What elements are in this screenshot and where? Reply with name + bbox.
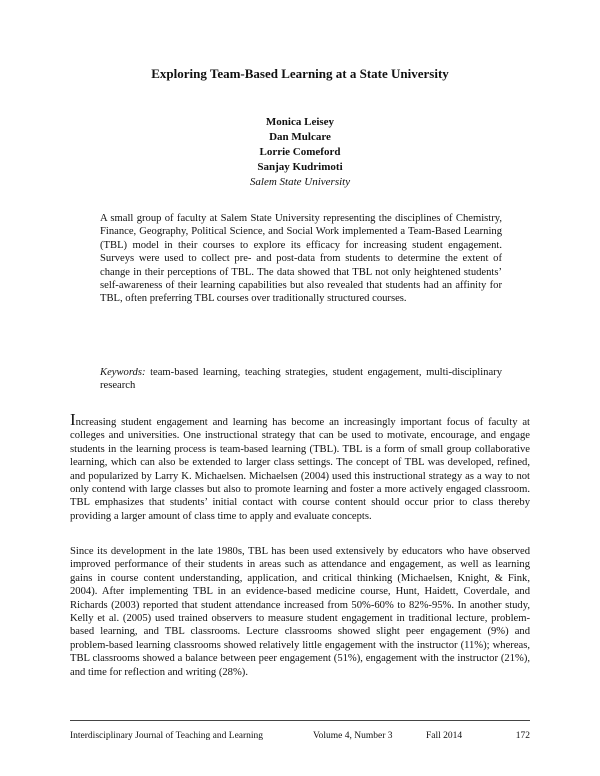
footer-journal-name: Interdisciplinary Journal of Teaching and Learning <box>70 731 264 741</box>
author-block <box>0 115 600 190</box>
keywords-label: Keywords: <box>100 367 146 378</box>
body-paragraph-2: Since its development in the late 1980s, TBL has been used extensively by educators who have observed improved performance of their students in areas such as attendance and engagement, as well as learning gains in course content understanding, application, and critical thinking (Michaelsen, Knight, & Fink, 2004). After implementing TBL in an evidence-based medicine course, Hunt, Haidett, Coverdale, and Richards (2003) reported that student attendance increased from 50%-60% to 82%-95%. In another study, Kelly et al. (2005) used trained observers to measure student engagement in traditional lecture, problem-based learning, and TBL classrooms. Lecture classrooms showed slight peer engagement (9%) and problem-based learning classrooms showed relatively little engagement with the instructor (11%); whereas, TBL classrooms showed a balance between peer engagement (51%), engagement with the instructor (21%), and time for reflection and writing (28%). <box>70 546 530 678</box>
paragraph-text: ncreasing student engagement and learning has become an increasingly important focus of faculty at colleges and universities. One instructional strategy that can be used to motivate, encourage, and engage students in the learning process is team-based learning (TBL). TBL is a form of small group collaborative learning, which can also be extended to larger class settings. The concept of TBL was developed, refined, and popularized by Larry K. Michaelsen. Michaelsen (2004) used this instructional strategy as a way to not only contend with large classes but also to promote learning and foster a more actively engaged classroom. TBL emphasizes that students’ initial contact with course content should occur prior to class thereby providing a larger amount of class time to apply and evaluate concepts. <box>70 417 530 522</box>
abstract: A small group of faculty at Salem State University representing the disciplines of Chemistry, Finance, Geography, Political Science, and Social Work implemented a Team-Based Learning (TBL) model in their courses to explore its efficacy for increasing student engagement. Surveys were used to collect pre- and post-data from students to determine the extent of change in their perceptions of TBL. The data showed that TBL not only heightened students’ self-awareness of their learning capabilities but also revealed that students had an affinity for TBL, often preferring TBL courses over traditionally structured courses. <box>100 213 502 305</box>
article-title: Exploring Team-Based Learning at a State University <box>151 66 449 81</box>
footer-date: Fall 2014 <box>426 731 463 741</box>
author-name: Sanjay Kudrimoti <box>257 161 343 173</box>
author-name: Dan Mulcare <box>269 131 331 143</box>
drop-cap: I <box>70 410 76 429</box>
author-affiliation: Salem State University <box>249 176 351 188</box>
author-name: Lorrie Comeford <box>259 146 341 158</box>
author-name: Monica Leisey <box>265 116 335 128</box>
footer-divider <box>70 720 530 721</box>
footer-volume: Volume 4, Number 3 <box>313 731 393 741</box>
page-footer <box>70 731 530 745</box>
body-paragraph-1 <box>70 410 530 523</box>
keywords <box>100 366 502 393</box>
keywords-text: team-based learning, teaching strategies, student engagement, multi-disciplinary research <box>100 367 502 392</box>
footer-page-number: 172 <box>515 731 530 741</box>
